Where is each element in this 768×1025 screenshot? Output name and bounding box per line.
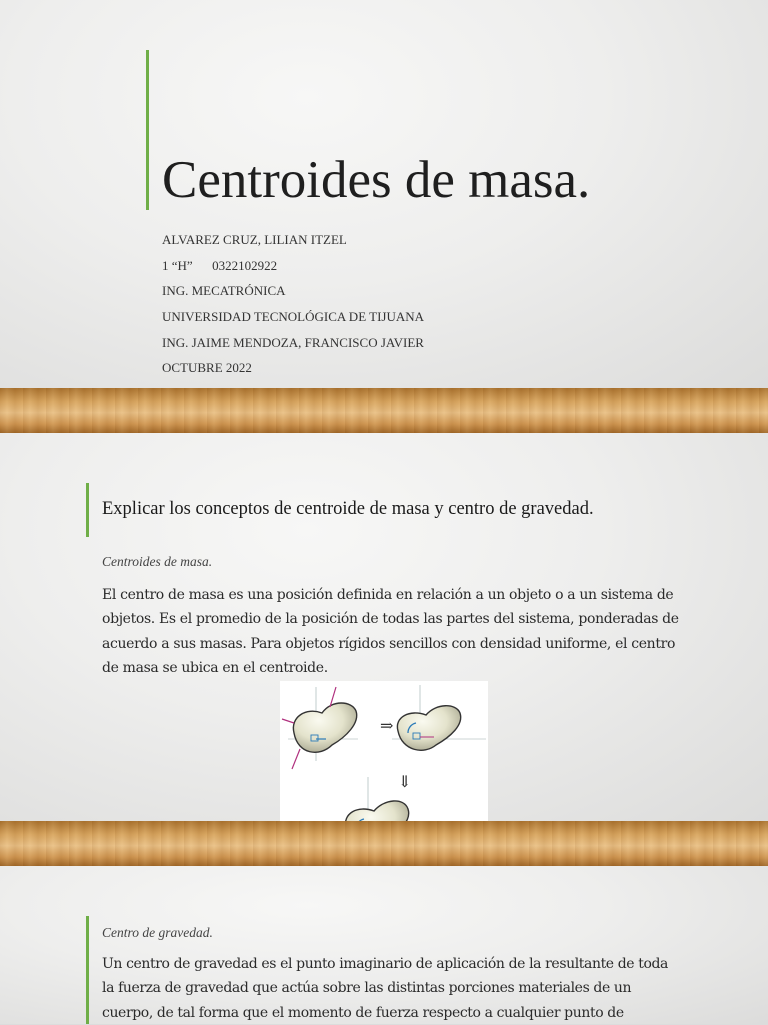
university: UNIVERSIDAD TECNOLÓGICA DE TIJUANA xyxy=(162,309,425,325)
presentation-title: Centroides de masa. xyxy=(162,151,591,209)
slide-title: Explicar los conceptos de centroide de masa y centro de gravedad. xyxy=(102,499,594,519)
gravity-paragraph: Un centro de gravedad es el punto imaginario de aplicación de la resultante de toda la fuerza de gravedad que actúa sobre las distintas porciones materiales de un cuerpo, de tal forma que el momento de fuerza respecto a cualquier punto de xyxy=(102,956,669,1021)
date: OCTUBRE 2022 xyxy=(162,360,252,376)
accent-bar xyxy=(146,50,149,210)
wood-strip xyxy=(0,388,768,433)
group-and-id: 1 “H” 0322102922 xyxy=(162,257,278,273)
author-name: ALVAREZ CRUZ, LILIAN ITZEL xyxy=(162,232,347,247)
section-subheading: Centroides de masa. xyxy=(102,554,213,569)
section-subheading: Centro de gravedad. xyxy=(102,925,213,940)
teacher: ING. JAIME MENDOZA, FRANCISCO JAVIER xyxy=(162,334,424,350)
career: ING. MECATRÓNICA xyxy=(162,283,286,299)
accent-bar xyxy=(86,916,89,1024)
body-with-forces xyxy=(282,687,358,769)
transform-arrow-right: ⇒ xyxy=(380,716,394,735)
accent-bar xyxy=(86,483,89,537)
equivalent-body xyxy=(392,685,486,751)
wood-strip xyxy=(0,821,768,866)
author-info xyxy=(162,231,424,385)
transform-arrow-down: ⇓ xyxy=(398,772,412,791)
title-slide xyxy=(0,0,768,388)
centroid-paragraph: El centro de masa es una posición definida en relación a un objeto o a un sistema de objetos. Es el promedio de la posición de todas las partes del sistema, ponderadas de acuerdo a sus masas. Para objetos rígidos sencillos con densidad uniforme, el centro de masa se ubica en el centroide. xyxy=(102,587,679,676)
